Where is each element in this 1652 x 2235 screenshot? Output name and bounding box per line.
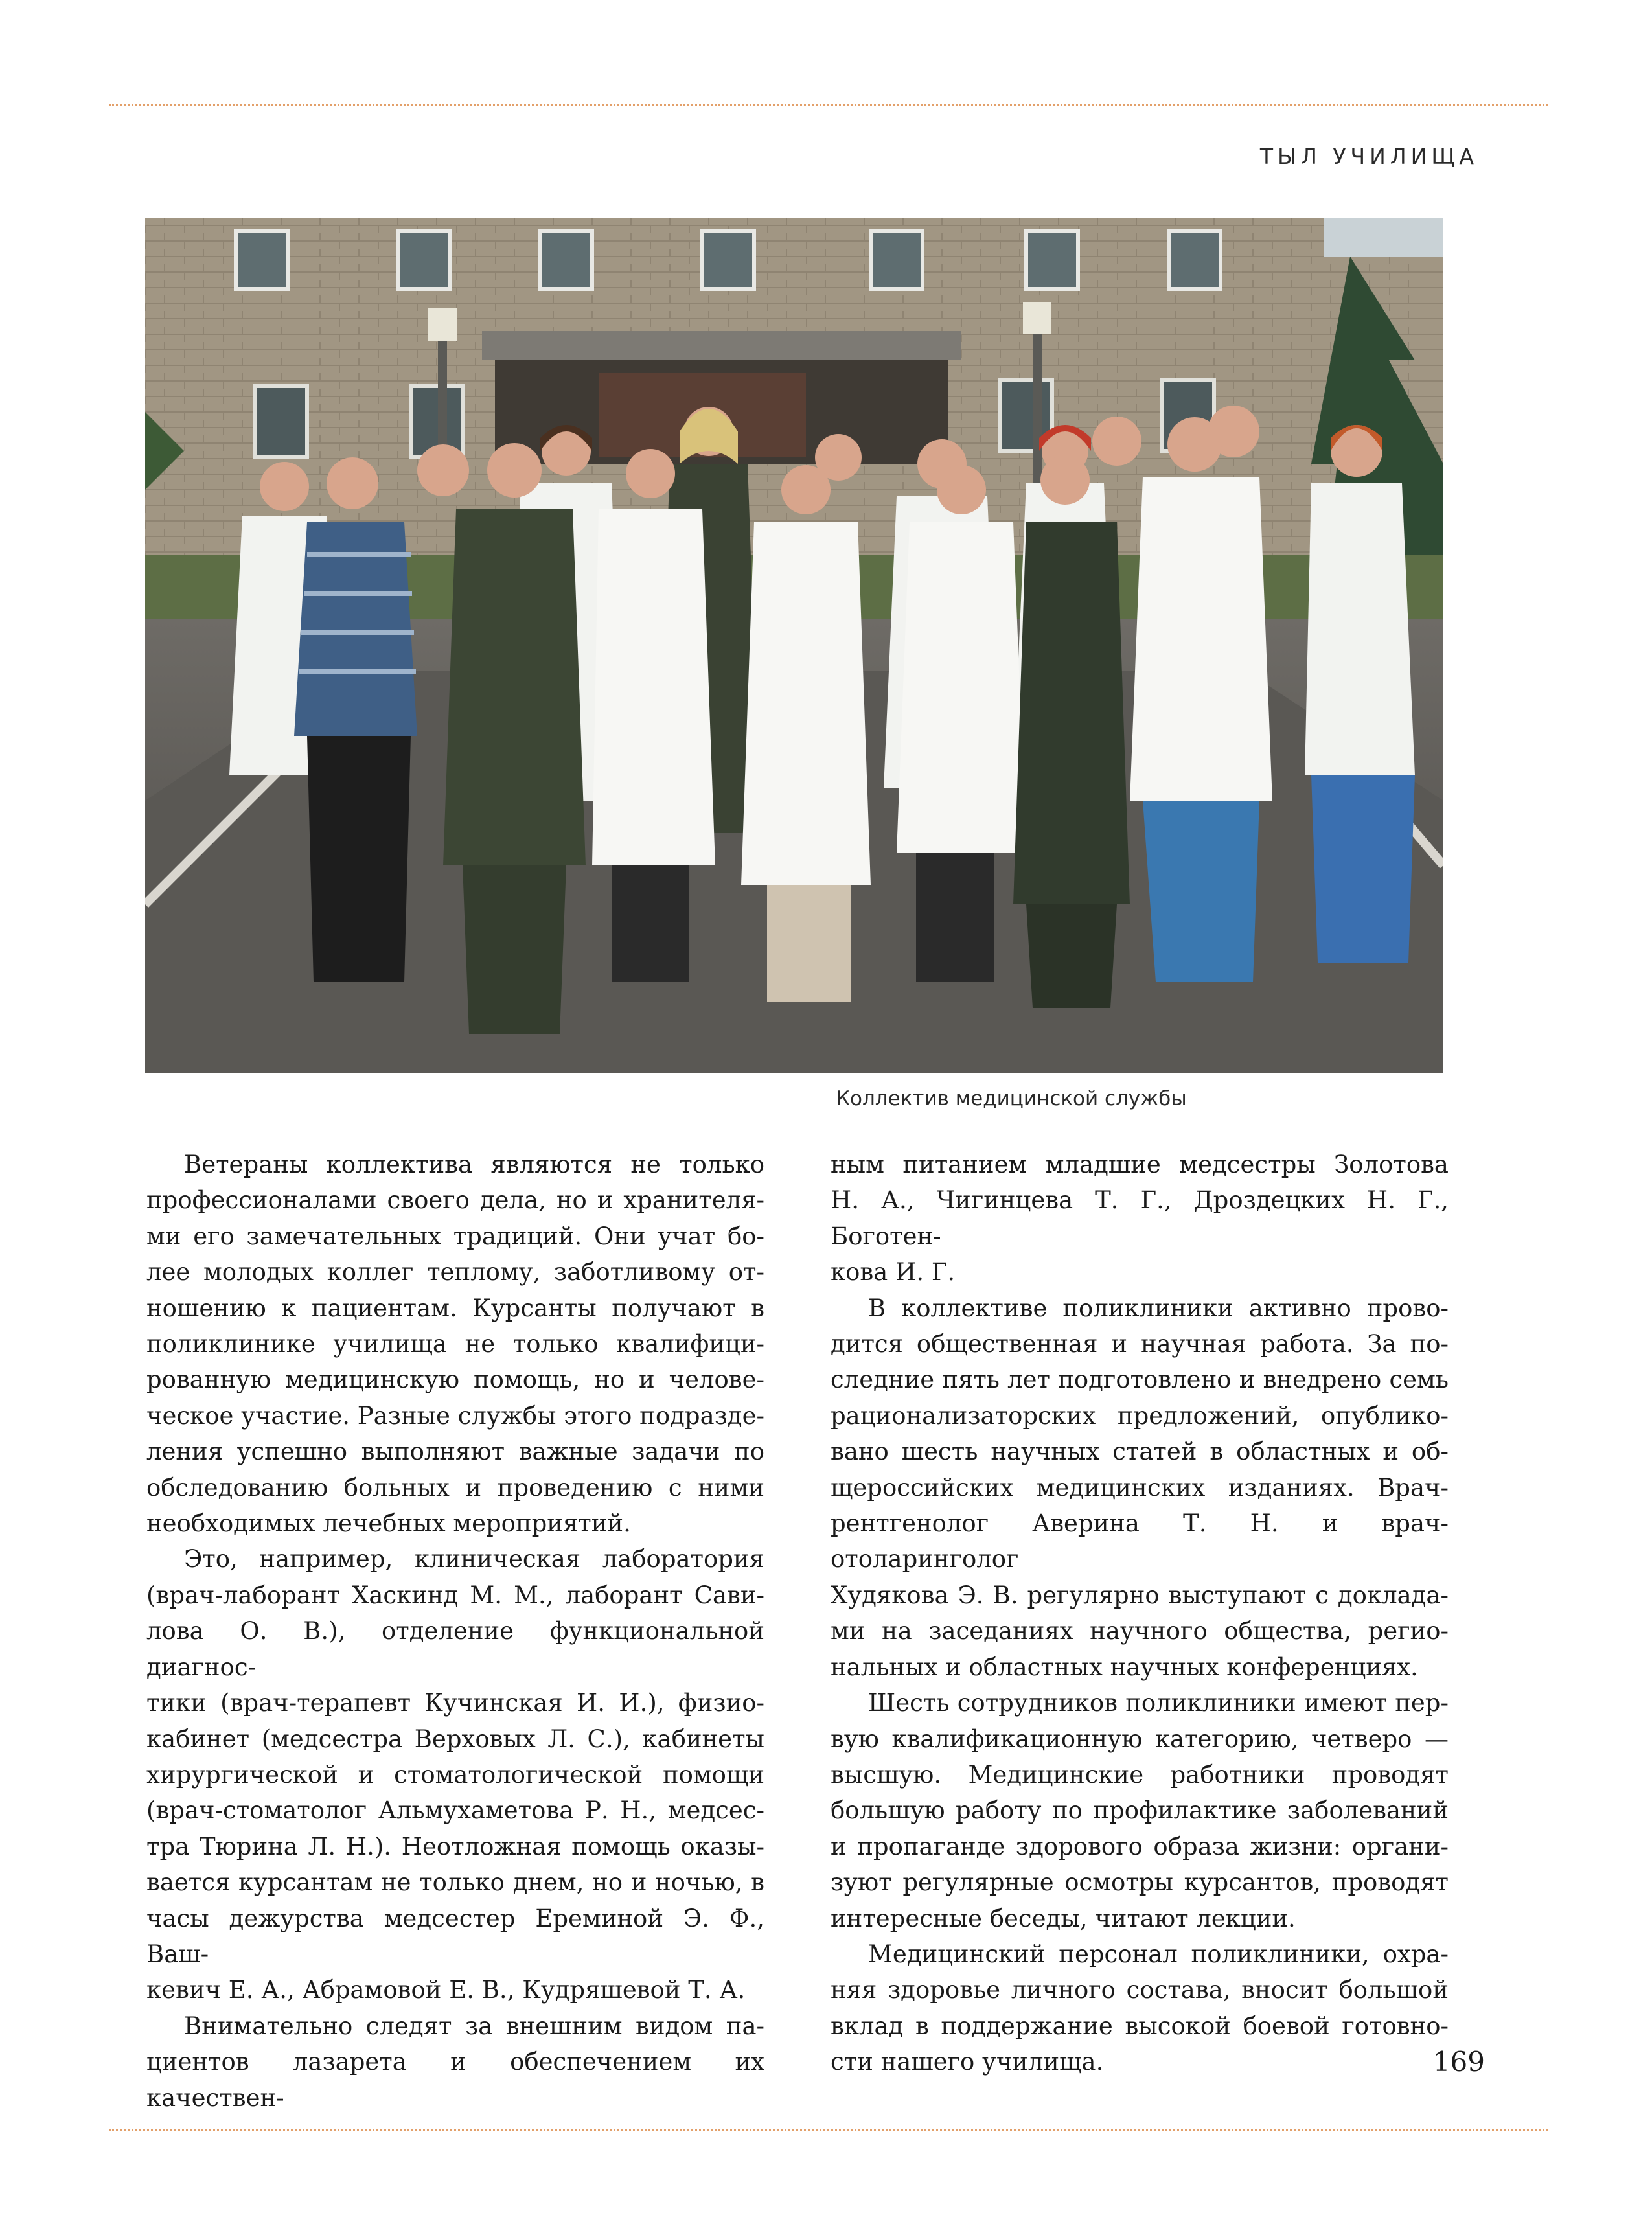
bottom-rule <box>109 2129 1548 2131</box>
text-line: большую работу по профилактике заболеваний <box>831 1796 1449 1825</box>
text-line: поликлинике училища не только квалифици- <box>146 1330 764 1358</box>
group-photo-illustration <box>145 218 1443 1073</box>
text-line: сти нашего училища. <box>831 2048 1104 2076</box>
text-line: рентгенолог Аверина Т. Н. и врач-отоларинголог <box>831 1509 1449 1574</box>
right-text-column <box>831 1147 1449 2080</box>
text-line: кевич Е. А., Абрамовой Е. В., Кудряшевой Т. А. <box>146 1976 746 2004</box>
text-line: вано шесть научных статей в областных и об- <box>831 1438 1449 1466</box>
top-rule <box>109 104 1548 106</box>
text-line: тра Тюрина Л. Н.). Неотложная помощь оказы- <box>146 1832 764 1861</box>
text-line: ношению к пациентам. Курсанты получают в <box>146 1294 764 1322</box>
text-line: тики (врач-терапевт Кучинская И. И.), физио- <box>146 1689 764 1717</box>
text-line: Это, например, клиническая лаборатория <box>184 1545 764 1574</box>
text-line: кабинет (медсестра Верховых Л. С.), кабинеты <box>146 1725 764 1753</box>
text-line: лова О. В.), отделение функциональной диагнос- <box>146 1617 764 1681</box>
running-title: ТЫЛ УЧИЛИЩА <box>1259 144 1478 169</box>
text-line: вую квалификационную категорию, четверо — <box>831 1725 1449 1753</box>
text-line: и пропаганде здорового образа жизни: органи- <box>831 1832 1449 1861</box>
text-line: Шесть сотрудников поликлиники имеют пер- <box>868 1689 1449 1717</box>
text-line: нальных и областных научных конференциях. <box>831 1653 1418 1681</box>
text-line: циентов лазарета и обеспечением их качествен- <box>146 2048 764 2112</box>
text-line: (врач-лаборант Хаскинд М. М., лаборант Сави- <box>146 1581 764 1609</box>
text-line: няя здоровье личного состава, вносит большой <box>831 1976 1449 2004</box>
text-line: Н. А., Чигинцева Т. Г., Дроздецких Н. Г., Боготен- <box>831 1186 1449 1250</box>
text-line: рованную медицинскую помощь, но и челове- <box>146 1366 764 1394</box>
text-line: профессионалами своего дела, но и хранителя- <box>146 1186 764 1215</box>
text-line: Ветераны коллектива являются не только <box>184 1151 764 1178</box>
text-line: обследованию больных и проведению с ними <box>146 1473 764 1502</box>
text-line: зуют регулярные осмотры курсантов, проводят <box>831 1868 1449 1897</box>
text-line: рационализаторских предложений, опублико- <box>831 1401 1449 1430</box>
text-line: часы дежурства медсестер Ереминой Э. Ф., Ваш- <box>146 1904 764 1968</box>
text-line: щероссийских медицинских изданиях. Врач- <box>831 1473 1449 1502</box>
text-line: ми его замечательных традиций. Они учат бо- <box>146 1222 764 1250</box>
group-photo <box>145 218 1443 1073</box>
text-line: ным питанием младшие медсестры Золотова <box>831 1151 1449 1178</box>
text-line: Медицинский персонал поликлиники, охра- <box>868 1940 1449 1968</box>
text-line: вклад в поддержание высокой боевой готовно- <box>831 2012 1449 2040</box>
text-line: дится общественная и научная работа. За по- <box>831 1330 1449 1358</box>
text-line: высшую. Медицинские работники проводят <box>831 1760 1449 1789</box>
text-line: вается курсантам не только днем, но и ночью, в <box>146 1868 764 1897</box>
text-line: ления успешно выполняют важные задачи по <box>146 1438 764 1466</box>
text-line: кова И. Г. <box>831 1258 956 1287</box>
text-line: интересные беседы, читают лекции. <box>831 1904 1296 1932</box>
text-line: В коллективе поликлиники активно прово- <box>868 1294 1449 1322</box>
page-number: 169 <box>1432 2046 1485 2078</box>
photo-caption: Коллектив медицинской службы <box>836 1087 1187 1110</box>
text-line: необходимых лечебных мероприятий. <box>146 1509 631 1538</box>
text-line: ческое участие. Разные службы этого подразде- <box>146 1401 764 1430</box>
text-line: Внимательно следят за внешним видом па- <box>184 2012 764 2040</box>
text-line: следние пять лет подготовлено и внедрено семь <box>831 1366 1449 1394</box>
text-line: хирургической и стоматологической помощи <box>146 1760 764 1789</box>
text-line: (врач-стоматолог Альмухаметова Р. Н., медсес- <box>146 1796 764 1825</box>
left-text-column <box>146 1147 764 2116</box>
text-line: лее молодых коллег теплому, заботливому от- <box>146 1258 764 1287</box>
text-line: Худякова Э. В. регулярно выступают с доклада- <box>831 1581 1449 1609</box>
text-line: ми на заседаниях научного общества, регио- <box>831 1617 1449 1645</box>
